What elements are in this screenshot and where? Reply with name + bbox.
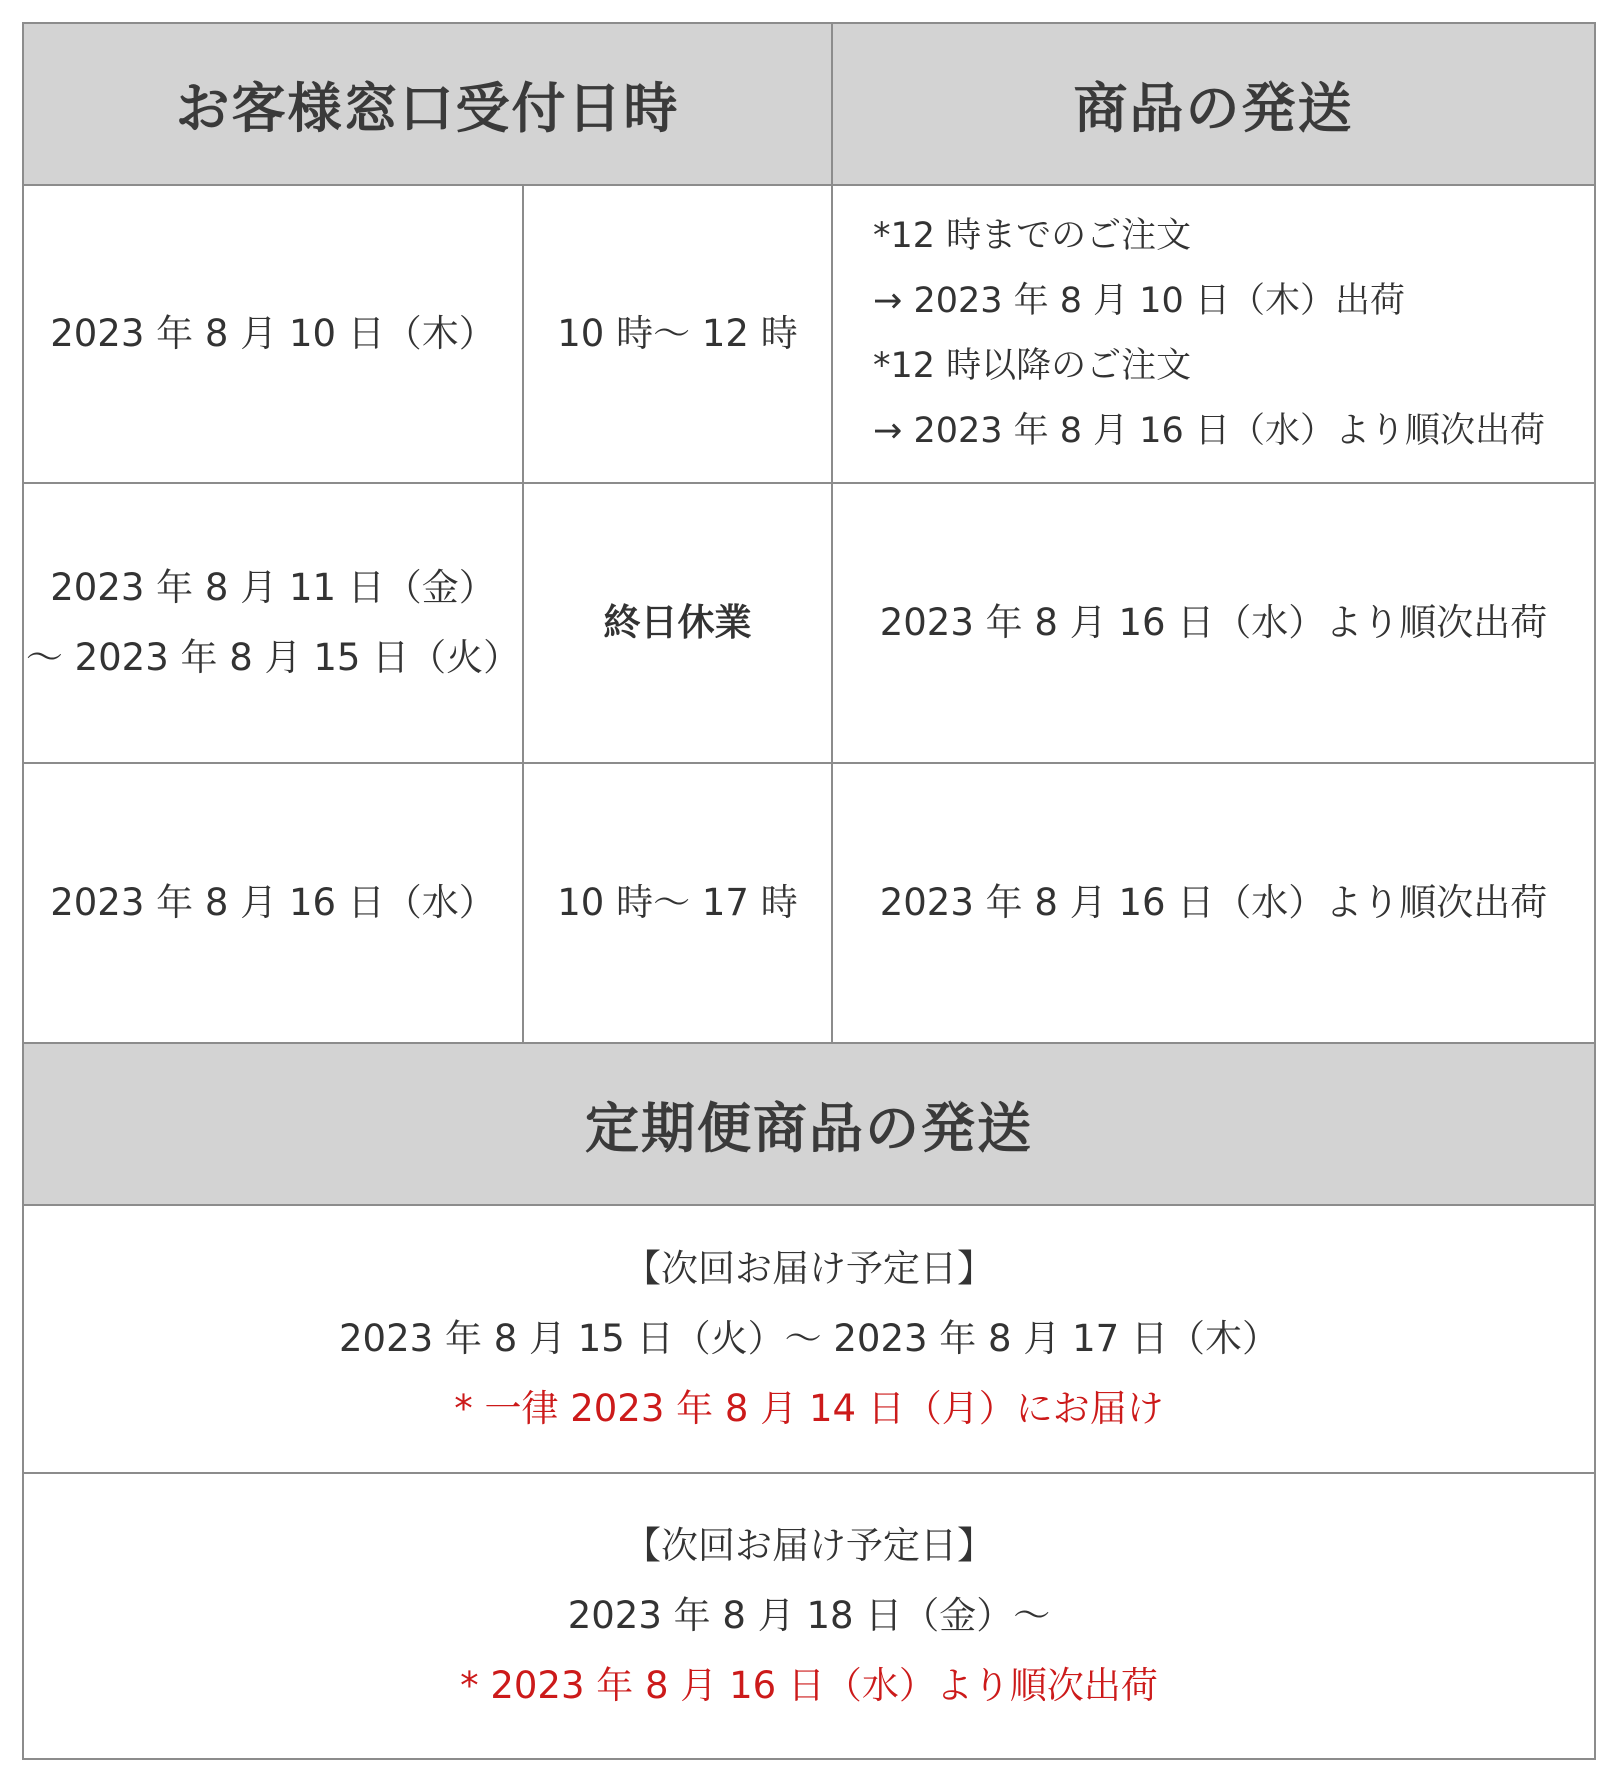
row3-hours (524, 764, 831, 1042)
row2-shipping (833, 484, 1594, 762)
row2-date-line: 〜 2023 年 8 月 15 日（火） (25, 636, 521, 679)
divider (24, 1204, 1594, 1206)
divider (831, 24, 833, 1042)
subscription-block-1 (24, 1206, 1594, 1472)
schedule-table (22, 22, 1596, 1760)
subscription-title: 定期便商品の発送 (585, 1096, 1033, 1160)
header-shipping-label: 商品の発送 (1073, 76, 1354, 140)
divider (24, 762, 1594, 764)
row1-hours-text: 10 時〜 12 時 (557, 312, 798, 355)
row1-shipping-line: *12 時までのご注文 (873, 216, 1192, 256)
delivery-range: 2023 年 8 月 15 日（火）〜 2023 年 8 月 17 日（木） (339, 1317, 1279, 1360)
row2-date (24, 484, 522, 762)
row3-shipping-text: 2023 年 8 月 16 日（水）より順次出荷 (879, 881, 1548, 924)
header-reception (24, 24, 831, 184)
row1-shipping (833, 186, 1594, 482)
row1-date-line: 2023 年 8 月 10 日（木） (50, 312, 496, 355)
row2-hours-text: 終日休業 (603, 601, 752, 644)
row1-shipping-line: → 2023 年 8 月 10 日（木）出荷 (873, 281, 1405, 321)
delivery-range: 2023 年 8 月 18 日（金）〜 (567, 1594, 1051, 1637)
divider (24, 482, 1594, 484)
divider (24, 1472, 1594, 1474)
row3-date (24, 764, 522, 1042)
row1-hours (524, 186, 831, 482)
subscription-header (24, 1044, 1594, 1204)
row2-date-line: 2023 年 8 月 11 日（金） (50, 566, 496, 609)
subscription-block-2 (24, 1474, 1594, 1758)
row3-shipping (833, 764, 1594, 1042)
row1-shipping-line: *12 時以降のご注文 (873, 346, 1192, 386)
row2-shipping-text: 2023 年 8 月 16 日（水）より順次出荷 (879, 601, 1548, 644)
row1-shipping-line: → 2023 年 8 月 16 日（水）より順次出荷 (873, 411, 1545, 451)
divider (24, 184, 1594, 186)
delivery-note: * 2023 年 8 月 16 日（水）より順次出荷 (460, 1664, 1158, 1707)
delivery-note: * 一律 2023 年 8 月 14 日（月）にお届け (454, 1387, 1164, 1430)
header-reception-label: お客様窓口受付日時 (175, 76, 680, 140)
row3-hours-text: 10 時〜 17 時 (557, 881, 798, 924)
divider (522, 184, 524, 1042)
row1-date (24, 186, 522, 482)
divider (24, 1042, 1594, 1044)
header-shipping (833, 24, 1594, 184)
delivery-label: 【次回お届け予定日】 (624, 1524, 994, 1567)
delivery-label: 【次回お届け予定日】 (624, 1247, 994, 1290)
row3-date-line: 2023 年 8 月 16 日（水） (50, 881, 496, 924)
row2-hours (524, 484, 831, 762)
